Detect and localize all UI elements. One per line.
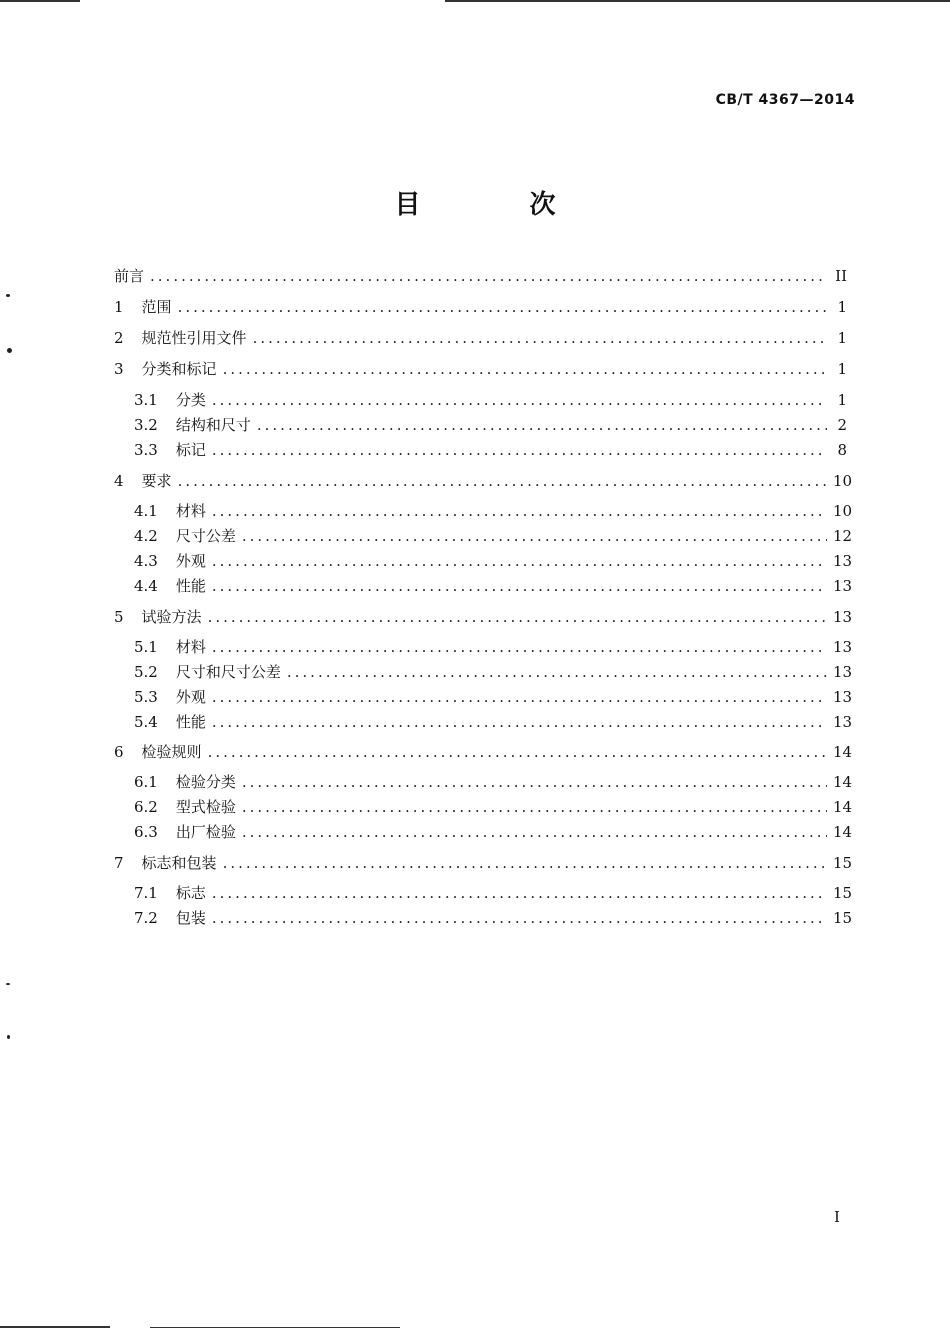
- toc-entry-number: 5.4: [134, 713, 158, 731]
- toc-entry-page: 1: [837, 360, 847, 378]
- toc-entry: [134, 525, 853, 547]
- toc-entry-leader: [253, 329, 827, 347]
- toc-entry-page: 13: [833, 638, 853, 656]
- scan-edge-top-left: [0, 0, 80, 2]
- toc-entry-leader: [178, 472, 827, 490]
- toc-entry: [134, 907, 853, 929]
- toc-entry-number: 6.2: [134, 798, 158, 816]
- toc-entry: [134, 636, 853, 658]
- toc-entry-number: 4.2: [134, 527, 158, 545]
- toc-entry-number: 5.2: [134, 663, 158, 681]
- toc-entry: [134, 771, 853, 793]
- toc-entry-page: 13: [833, 577, 853, 595]
- toc-entry-page: 15: [833, 909, 853, 927]
- toc-entry-label: 尺寸公差: [175, 527, 236, 545]
- toc-entry-leader: [223, 360, 827, 378]
- toc-entry-label: 分类和标记: [141, 360, 217, 378]
- toc-entry-leader: [242, 823, 827, 841]
- toc-entry-number: 3.3: [134, 441, 158, 459]
- toc-entry-label: 规范性引用文件: [141, 329, 247, 347]
- toc-entry-label: 试验方法: [141, 608, 202, 626]
- toc-entry-page: 13: [833, 608, 853, 626]
- toc-entry: [134, 550, 853, 572]
- toc-entry-number: 3.1: [134, 391, 158, 409]
- toc-entry-page: II: [835, 267, 847, 285]
- toc-entry-label: 要求: [141, 472, 172, 490]
- toc-entry-page: 12: [833, 527, 853, 545]
- toc-entry-number: 4.1: [134, 502, 158, 520]
- toc-entry-page: 13: [833, 663, 853, 681]
- toc-entry-number: 4: [114, 472, 124, 490]
- toc-entry: [114, 296, 847, 318]
- toc-entry: [114, 327, 847, 349]
- toc-entry-page: 14: [833, 798, 853, 816]
- toc-entry-leader: [212, 713, 827, 731]
- toc-entry-leader: [223, 854, 827, 872]
- toc-entry: [134, 500, 853, 522]
- toc-entry-number: 5: [114, 608, 124, 626]
- toc-entry-number: 6: [114, 743, 124, 761]
- toc-entry-page: 2: [837, 416, 847, 434]
- toc-entry-number: 4.4: [134, 577, 158, 595]
- toc-entry-number: 7.1: [134, 884, 158, 902]
- toc-entry-page: 1: [837, 298, 847, 316]
- scan-speck: [7, 1035, 10, 1039]
- toc-entry: [134, 711, 853, 733]
- toc-entry-number: 5.3: [134, 688, 158, 706]
- toc-entry-number: 1: [114, 298, 124, 316]
- toc-entry-leader: [178, 298, 827, 316]
- toc-entry-page: 10: [833, 502, 853, 520]
- toc-entry-leader: [287, 663, 827, 681]
- toc-entry-number: 6.3: [134, 823, 158, 841]
- toc-entry-label: 外观: [175, 552, 206, 570]
- scan-edge-bottom-mid: [150, 1327, 400, 1328]
- page-number: I: [834, 1208, 840, 1226]
- page-title: 目 次: [394, 190, 606, 220]
- toc-entry-label: 性能: [175, 577, 206, 595]
- toc-entry: [114, 741, 853, 763]
- toc-entry-number: 7: [114, 854, 124, 872]
- toc-entry-page: 15: [833, 854, 853, 872]
- scan-speck: [7, 348, 12, 353]
- toc-entry-label: 范围: [141, 298, 172, 316]
- toc-entry-leader: [212, 502, 827, 520]
- toc-entry-label: 材料: [175, 638, 206, 656]
- toc-entry-number: 5.1: [134, 638, 158, 656]
- toc-entry-page: 13: [833, 713, 853, 731]
- toc-entry: [114, 265, 847, 287]
- toc-entry-leader: [212, 638, 827, 656]
- toc-entry-page: 15: [833, 884, 853, 902]
- toc-entry-page: 13: [833, 688, 853, 706]
- scan-edge-top-right: [445, 0, 950, 2]
- toc-entry-leader: [208, 608, 827, 626]
- scan-speck: [6, 983, 10, 985]
- toc-entry-label: 外观: [175, 688, 206, 706]
- toc-entry-leader: [242, 798, 827, 816]
- toc-entry-number: 6.1: [134, 773, 158, 791]
- toc-entry-page: 14: [833, 773, 853, 791]
- toc-entry-page: 14: [833, 823, 853, 841]
- scan-edge-bottom-left: [0, 1326, 110, 1328]
- toc-entry-page: 14: [833, 743, 853, 761]
- toc-entry-number: 3.2: [134, 416, 158, 434]
- toc-entry-label: 结构和尺寸: [175, 416, 251, 434]
- toc-entry-number: 3: [114, 360, 124, 378]
- toc-entry-leader: [257, 416, 827, 434]
- toc-entry-leader: [212, 552, 827, 570]
- toc-entry: [134, 796, 853, 818]
- toc-entry-label: 标志和包装: [141, 854, 217, 872]
- toc-entry-label: 分类: [175, 391, 206, 409]
- toc-entry-label: 标记: [175, 441, 206, 459]
- toc-entry-page: 1: [837, 391, 847, 409]
- toc-entry: [134, 439, 847, 461]
- toc-entry-leader: [212, 391, 827, 409]
- toc-entry: [134, 686, 853, 708]
- toc-entry-leader: [212, 688, 827, 706]
- toc-entry-page: 10: [833, 472, 853, 490]
- toc-entry-leader: [212, 441, 827, 459]
- toc-entry: [134, 389, 847, 411]
- toc-entry: [114, 358, 847, 380]
- toc-entry-label: 出厂检验: [175, 823, 236, 841]
- toc-entry-label: 性能: [175, 713, 206, 731]
- toc-entry-leader: [208, 743, 827, 761]
- toc-entry-label: 包装: [175, 909, 206, 927]
- toc-entry-page: 1: [837, 329, 847, 347]
- toc-entry-leader: [242, 773, 827, 791]
- toc-entry: [114, 606, 853, 628]
- toc-entry-label: 检验规则: [141, 743, 202, 761]
- toc-entry: [134, 575, 853, 597]
- toc-entry-leader: [212, 884, 827, 902]
- toc-entry-leader: [212, 577, 827, 595]
- toc-entry: [134, 821, 853, 843]
- toc-entry: [134, 882, 853, 904]
- standard-code: CB/T 4367—2014: [715, 92, 855, 108]
- toc-entry-label: 标志: [175, 884, 206, 902]
- toc-entry: [134, 414, 847, 436]
- toc-entry-label: 型式检验: [175, 798, 236, 816]
- toc-entry-leader: [150, 267, 827, 285]
- toc-entry-label: 检验分类: [175, 773, 236, 791]
- toc-entry: [134, 661, 853, 683]
- toc-entry: [114, 470, 853, 492]
- toc-entry-label: 尺寸和尺寸公差: [175, 663, 281, 681]
- toc-entry-number: 4.3: [134, 552, 158, 570]
- toc-entry-leader: [242, 527, 827, 545]
- toc-entry: [114, 852, 853, 874]
- scan-speck: [6, 294, 10, 297]
- toc-entry-page: 8: [837, 441, 847, 459]
- toc-entry-number: 7.2: [134, 909, 158, 927]
- toc-entry-label: 材料: [175, 502, 206, 520]
- toc-entry-label: 前言: [114, 267, 145, 285]
- toc-entry-number: 2: [114, 329, 124, 347]
- toc-entry-page: 13: [833, 552, 853, 570]
- toc-entry-leader: [212, 909, 827, 927]
